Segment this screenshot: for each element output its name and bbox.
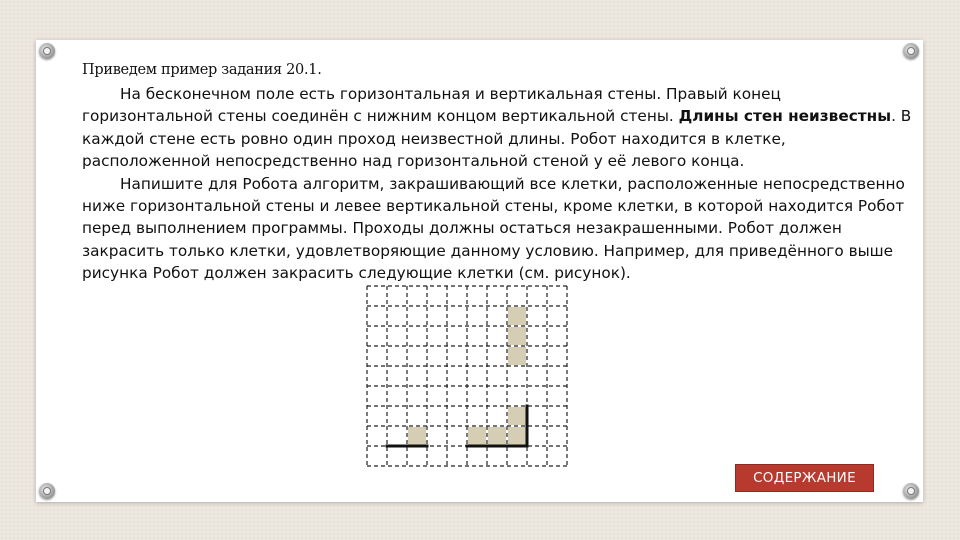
task-text-bold: Длины стен неизвестны: [678, 107, 892, 126]
shaded-cell: [508, 327, 526, 345]
shaded-cell: [508, 427, 526, 445]
task-paragraph-assignment: Напишите для Робота алгоритм, закрашивающий все клетки, расположенные непосредственно ниже горизонтальной стены и левее вертикальной стены, кроме клетки, в которой находится Робот перед выполнением программы. Проходы должны остаться незакрашенными. Робот должен закрасить только клетки, удовлетворяющие данному условию. Например, для приведённого выше рисунка Робот должен закрасить следующие клетки (см. рисунок).: [82, 174, 905, 283]
corner-screw-icon: [39, 43, 55, 59]
task-text-part: На бесконечном поле есть горизонтальная и вертикальная стены. Правый конец горизонтальной стены соединён с нижним концом вертикальной стены.: [82, 85, 781, 126]
slide-title: Приведем пример задания 20.1.: [82, 62, 322, 78]
task-text-part: . В каждой стене есть ровно один проход неизвестной длины. Робот находится в клетке, расположенной непосредственно над горизонтальной стеной у её левого конца.: [82, 107, 912, 171]
task-paragraph-conditions: [82, 83, 912, 173]
shaded-cell: [488, 427, 506, 445]
shaded-cell: [508, 407, 526, 425]
contents-button[interactable]: СОДЕРЖАНИЕ: [735, 464, 874, 492]
shaded-cell: [508, 307, 526, 325]
shaded-cell: [468, 427, 486, 445]
shaded-cell: [408, 427, 426, 445]
corner-screw-icon: [903, 43, 919, 59]
task-text: [82, 83, 912, 285]
corner-screw-icon: [903, 483, 919, 499]
robot-field-figure: [364, 283, 572, 479]
corner-screw-icon: [39, 483, 55, 499]
shaded-cell: [508, 347, 526, 365]
